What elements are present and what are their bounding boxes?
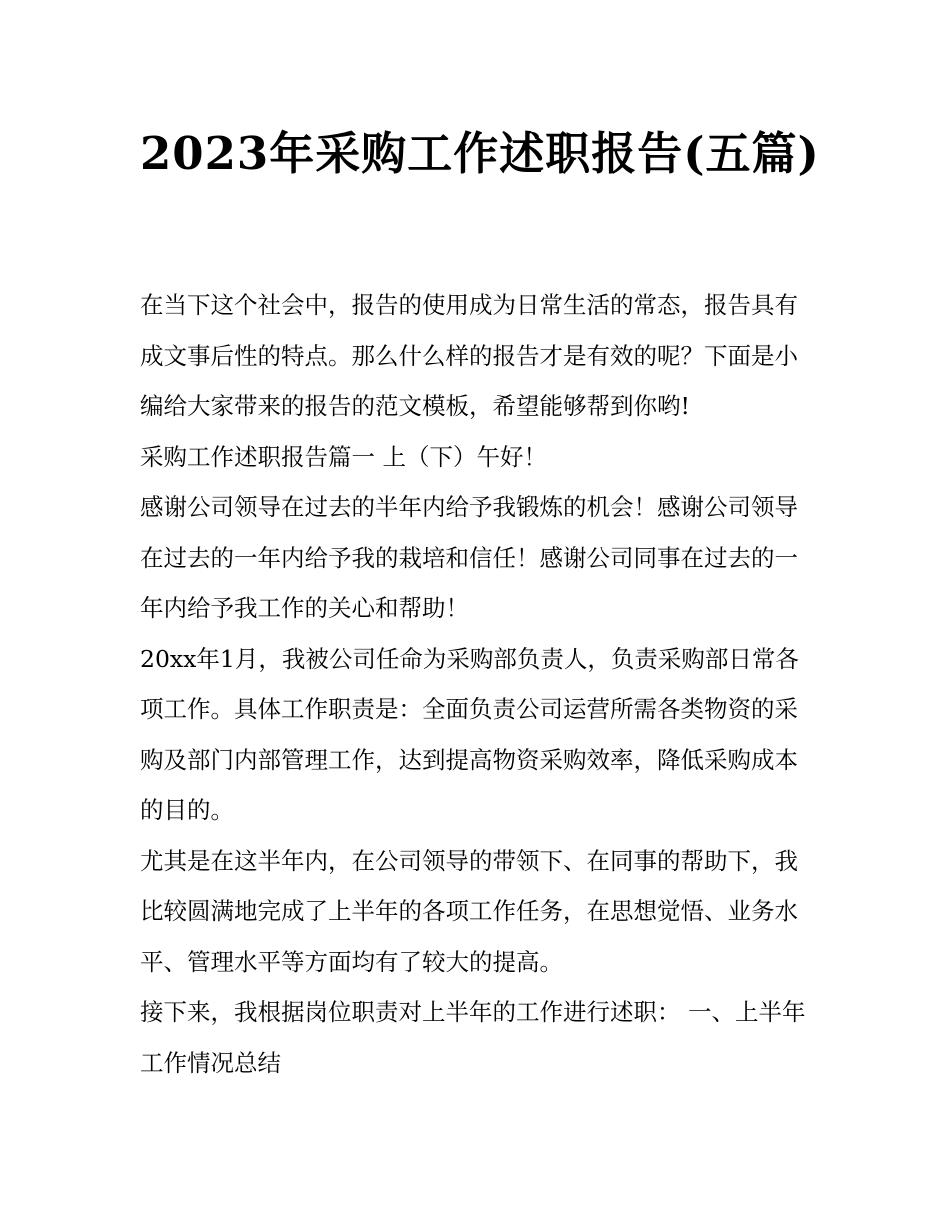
paragraph-duties: 20xx年1月，我被公司任命为采购部负责人，负责采购部日常各项工作。具体工作职责是：全面负责公司运营所需各类物资的采购及部门内部管理工作，达到提高物资采购效率，降低采购成本的目的。 xyxy=(140,644,799,824)
document-body xyxy=(140,280,820,1088)
paragraph-greeting: 采购工作述职报告篇一 上（下）午好！ xyxy=(140,442,547,471)
paragraph-thanks: 感谢公司领导在过去的半年内给予我锻炼的机会！感谢公司领导在过去的一年内给予我的栽培和信任！感谢公司同事在过去的一年内给予我工作的关心和帮助！ xyxy=(140,493,798,622)
paragraph-achievements: 尤其是在这半年内，在公司领导的带领下、在同事的帮助下，我比较圆满地完成了上半年的各项工作任务，在思想觉悟、业务水平、管理水平等方面均有了较大的提高。 xyxy=(140,846,798,976)
document-title: 2023年采购工作述职报告(五篇) xyxy=(140,127,820,180)
paragraph-intro: 在当下这个社会中，报告的使用成为日常生活的常态，报告具有成文事后性的特点。那么什么样的报告才是有效的呢？下面是小编给大家带来的报告的范文模板，希望能够帮到你哟! xyxy=(140,291,798,420)
paragraph-summary-intro: 接下来，我根据岗位职责对上半年的工作进行述职： 一、上半年工作情况总结 xyxy=(140,998,806,1077)
